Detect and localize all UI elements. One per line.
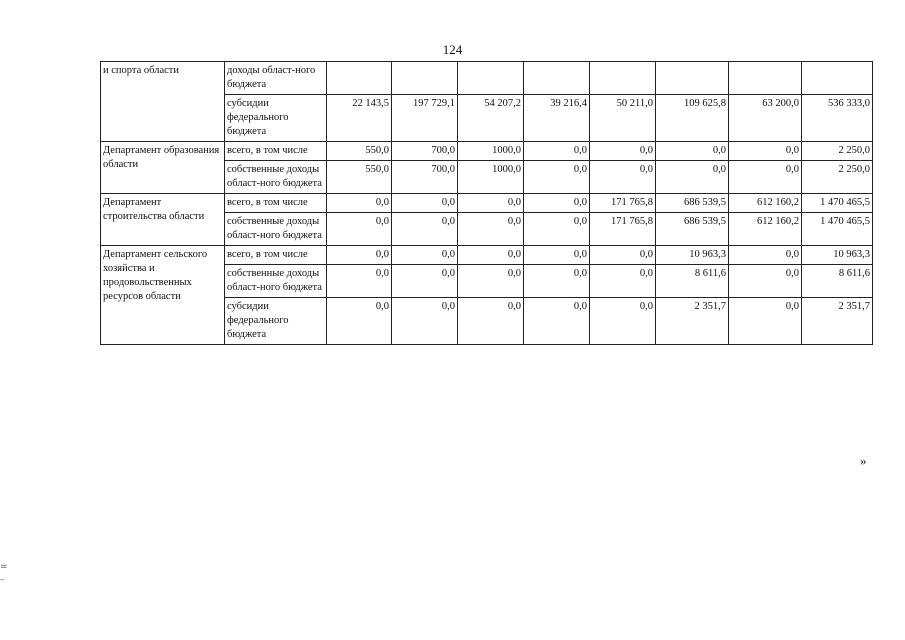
table-row	[101, 142, 873, 161]
amount-cell: 0,0	[656, 142, 729, 161]
amount-cell: 0,0	[524, 142, 590, 161]
amount-cell	[392, 62, 458, 95]
amount-cell: 0,0	[392, 298, 458, 345]
amount-cell	[590, 62, 656, 95]
amount-cell: 39 216,4	[524, 95, 590, 142]
amount-cell: 10 963,3	[802, 246, 873, 265]
amount-cell: 0,0	[729, 142, 802, 161]
amount-cell: 0,0	[590, 161, 656, 194]
amount-cell: 612 160,2	[729, 194, 802, 213]
amount-cell	[656, 62, 729, 95]
amount-cell: 1 470 465,5	[802, 194, 873, 213]
amount-cell	[802, 62, 873, 95]
funding-source-cell: всего, в том числе	[225, 246, 327, 265]
amount-cell: 22 143,5	[327, 95, 392, 142]
funding-source-cell: всего, в том числе	[225, 194, 327, 213]
budget-table	[100, 61, 873, 345]
amount-cell: 0,0	[392, 246, 458, 265]
amount-cell: 0,0	[392, 194, 458, 213]
funding-source-cell: субсидии федерального бюджета	[225, 298, 327, 345]
amount-cell: 2 250,0	[802, 161, 873, 194]
margin-mark: =	[0, 562, 8, 572]
amount-cell: 0,0	[327, 194, 392, 213]
department-cell: и спорта области	[101, 62, 225, 142]
amount-cell: 700,0	[392, 161, 458, 194]
amount-cell: 0,0	[590, 142, 656, 161]
amount-cell: 0,0	[458, 246, 524, 265]
amount-cell: 536 333,0	[802, 95, 873, 142]
table-row	[101, 62, 873, 95]
amount-cell: 1000,0	[458, 142, 524, 161]
amount-cell: 54 207,2	[458, 95, 524, 142]
amount-cell: 700,0	[392, 142, 458, 161]
margin-mark: –	[0, 575, 5, 585]
amount-cell: 63 200,0	[729, 95, 802, 142]
amount-cell: 0,0	[327, 298, 392, 345]
funding-source-cell: собственные доходы област-ного бюджета	[225, 161, 327, 194]
amount-cell: 0,0	[729, 161, 802, 194]
amount-cell: 0,0	[458, 298, 524, 345]
closing-quote: »	[860, 453, 867, 468]
amount-cell: 2 250,0	[802, 142, 873, 161]
amount-cell: 686 539,5	[656, 213, 729, 246]
amount-cell	[729, 62, 802, 95]
table-row	[101, 246, 873, 265]
amount-cell: 550,0	[327, 142, 392, 161]
department-cell: Департамент строительства области	[101, 194, 225, 246]
amount-cell: 0,0	[524, 161, 590, 194]
amount-cell: 0,0	[327, 265, 392, 298]
amount-cell: 171 765,8	[590, 194, 656, 213]
amount-cell: 0,0	[590, 246, 656, 265]
department-cell: Департамент сельского хозяйства и продовольственных ресурсов области	[101, 246, 225, 345]
amount-cell: 50 211,0	[590, 95, 656, 142]
department-cell: Департамент образования области	[101, 142, 225, 194]
amount-cell: 1 470 465,5	[802, 213, 873, 246]
table-row	[101, 194, 873, 213]
funding-source-cell: собственные доходы област-ного бюджета	[225, 213, 327, 246]
amount-cell: 0,0	[524, 265, 590, 298]
amount-cell: 0,0	[729, 298, 802, 345]
amount-cell: 0,0	[524, 194, 590, 213]
amount-cell: 0,0	[327, 246, 392, 265]
amount-cell: 0,0	[458, 213, 524, 246]
amount-cell: 0,0	[458, 265, 524, 298]
amount-cell: 2 351,7	[656, 298, 729, 345]
amount-cell: 0,0	[729, 265, 802, 298]
amount-cell: 8 611,6	[802, 265, 873, 298]
page-number: 124	[442, 42, 463, 57]
amount-cell: 612 160,2	[729, 213, 802, 246]
amount-cell: 686 539,5	[656, 194, 729, 213]
amount-cell	[458, 62, 524, 95]
funding-source-cell: доходы област-ного бюджета	[225, 62, 327, 95]
amount-cell: 0,0	[392, 213, 458, 246]
amount-cell: 0,0	[590, 265, 656, 298]
amount-cell: 1000,0	[458, 161, 524, 194]
amount-cell: 171 765,8	[590, 213, 656, 246]
funding-source-cell: собственные доходы област-ного бюджета	[225, 265, 327, 298]
amount-cell: 0,0	[656, 161, 729, 194]
funding-source-cell: субсидии федерального бюджета	[225, 95, 327, 142]
funding-source-cell: всего, в том числе	[225, 142, 327, 161]
amount-cell	[327, 62, 392, 95]
amount-cell: 0,0	[729, 246, 802, 265]
amount-cell: 197 729,1	[392, 95, 458, 142]
amount-cell: 0,0	[524, 246, 590, 265]
amount-cell	[524, 62, 590, 95]
amount-cell: 0,0	[590, 298, 656, 345]
amount-cell: 0,0	[458, 194, 524, 213]
amount-cell: 2 351,7	[802, 298, 873, 345]
amount-cell: 550,0	[327, 161, 392, 194]
amount-cell: 10 963,3	[656, 246, 729, 265]
amount-cell: 0,0	[392, 265, 458, 298]
amount-cell: 8 611,6	[656, 265, 729, 298]
amount-cell: 0,0	[327, 213, 392, 246]
amount-cell: 0,0	[524, 213, 590, 246]
amount-cell: 109 625,8	[656, 95, 729, 142]
amount-cell: 0,0	[524, 298, 590, 345]
